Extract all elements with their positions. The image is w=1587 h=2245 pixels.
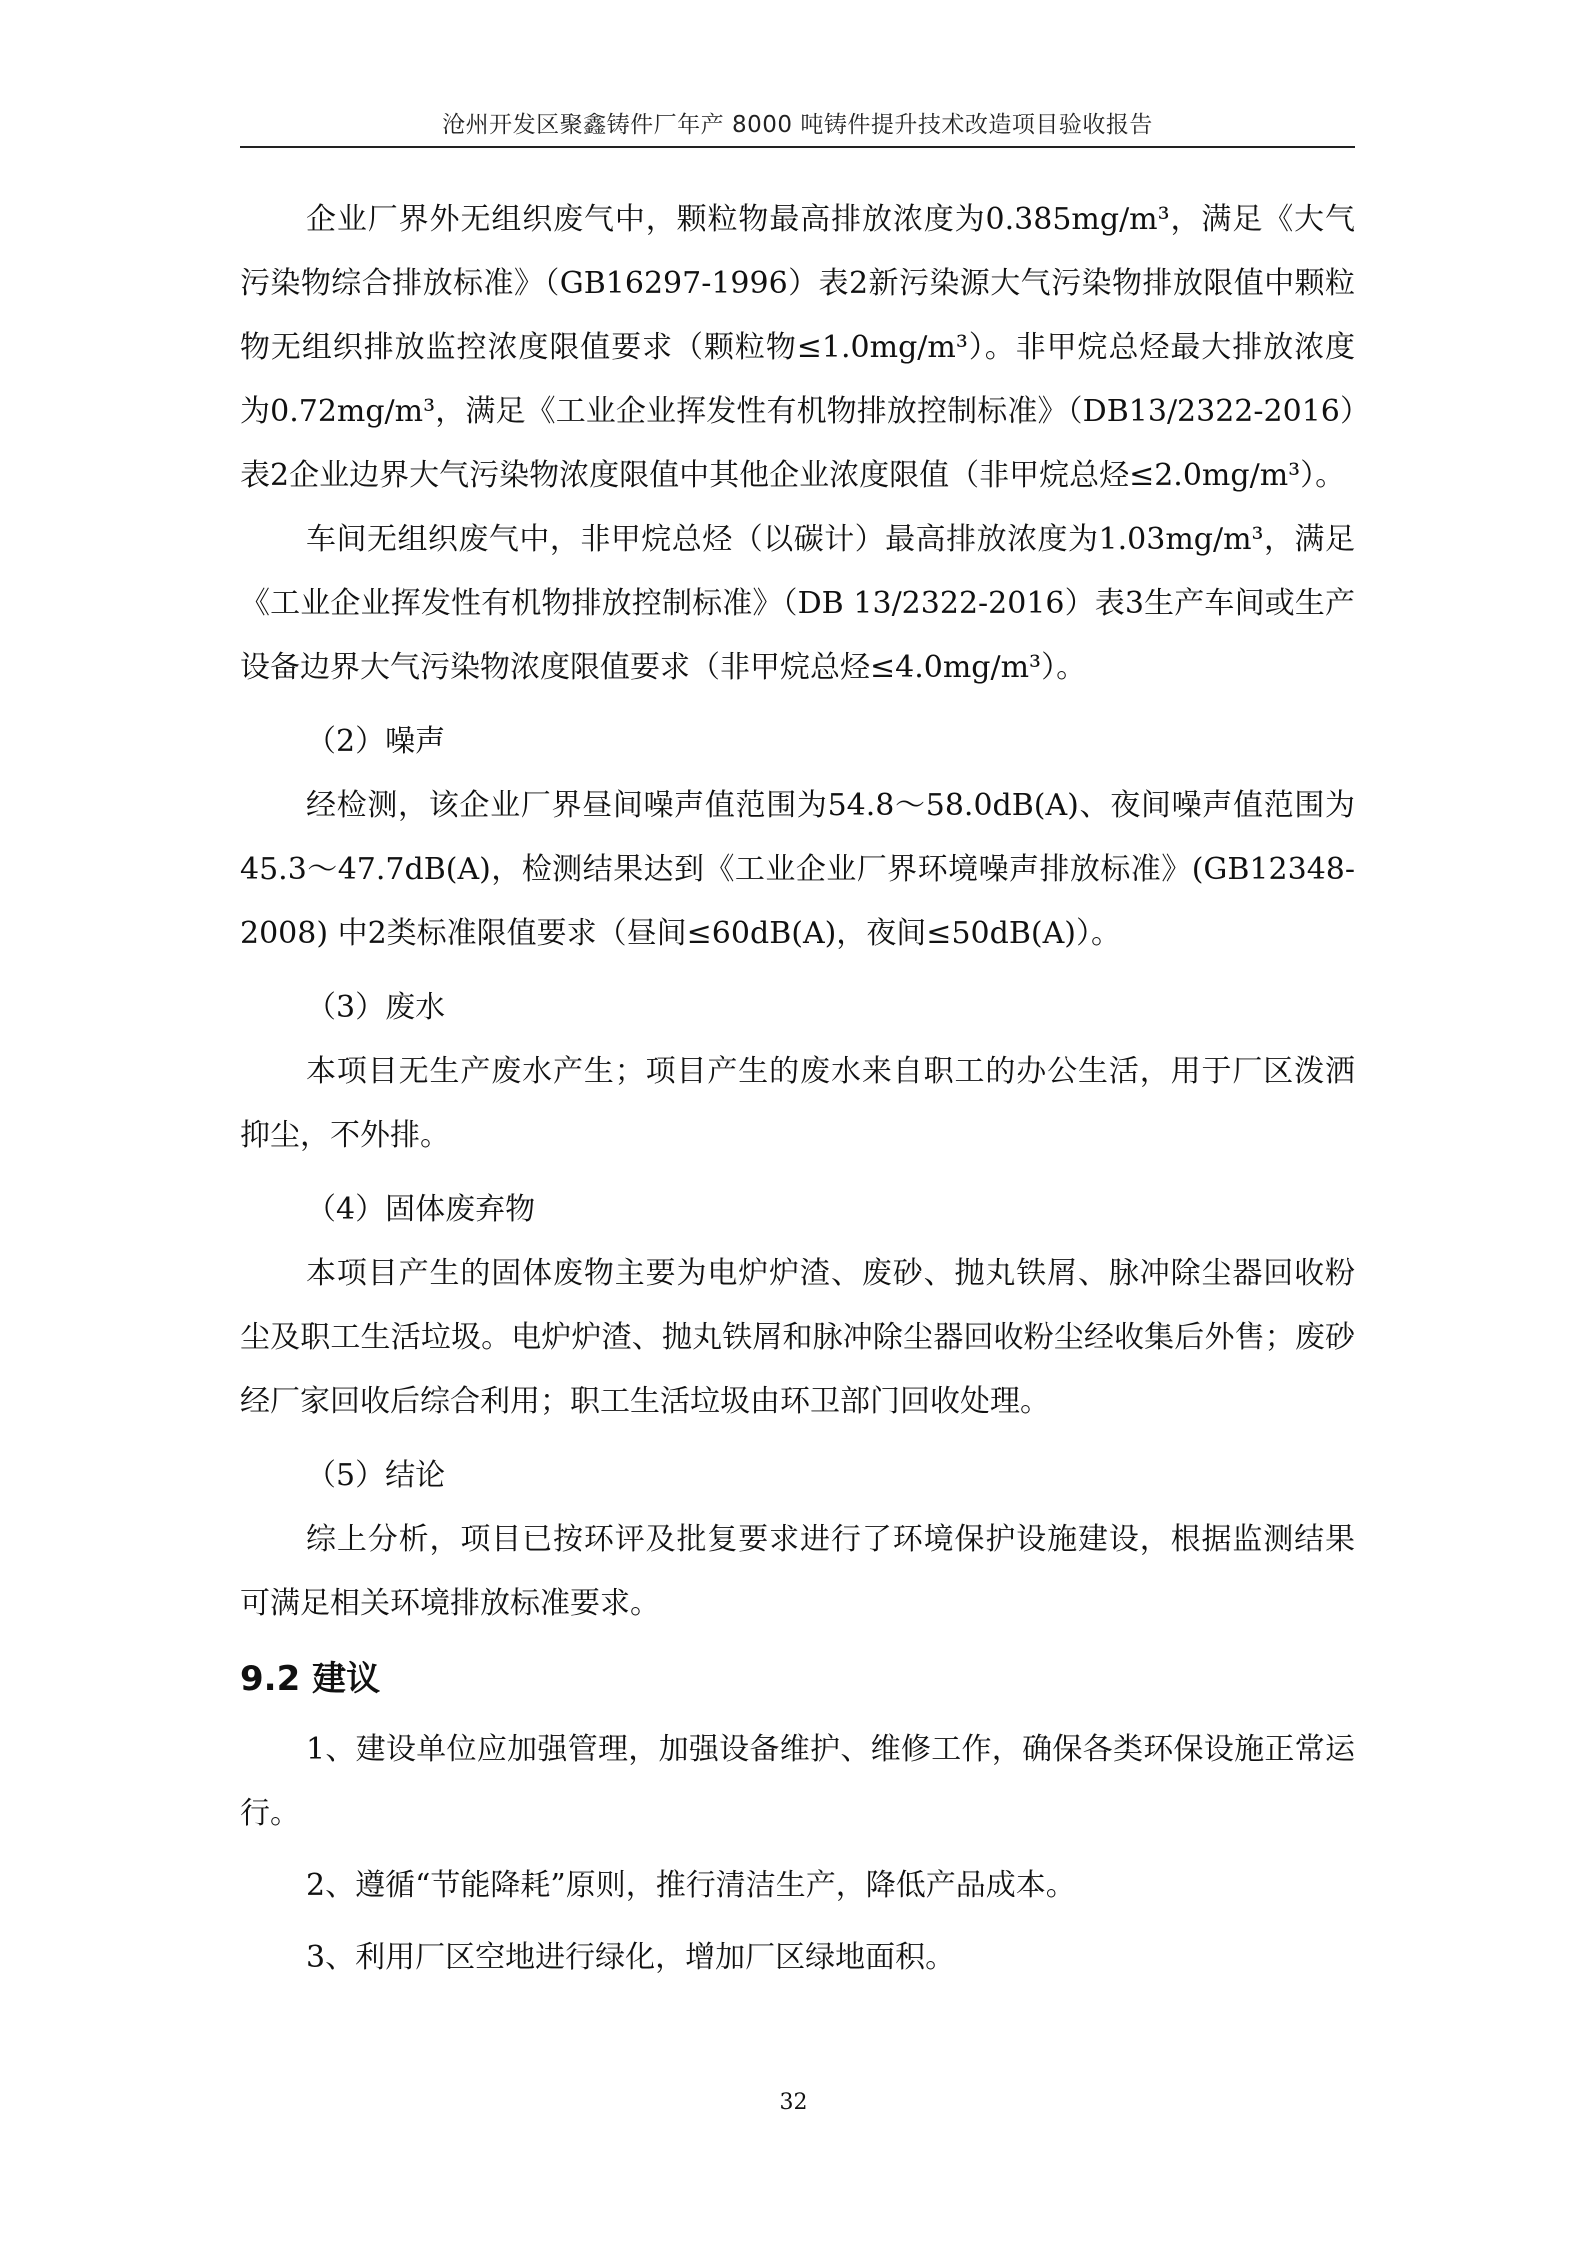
running-header: 沧州开发区聚鑫铸件厂年产 8000 吨铸件提升技术改造项目验收报告 [442,112,1153,138]
page-number: 32 [779,2090,808,2115]
wastewater-heading: （3）废水 [306,990,446,1025]
suggestion-item-1: 1、建设单位应加强管理，加强设备维护、维修工作，确保各类环保设施正常运行。 [240,1732,1355,1831]
header-rule [240,146,1355,148]
suggestion-item-2: 2、遵循“节能降耗”原则，推行清洁生产，降低产品成本。 [306,1868,1076,1903]
solid-waste-paragraph: 本项目产生的固体废物主要为电炉炉渣、废砂、抛丸铁屑、脉冲除尘器回收粉尘及职工生活垃圾。电炉炉渣、抛丸铁屑和脉冲除尘器回收粉尘经收集后外售；废砂经厂家回收后综合利用；职工生活垃圾由环卫部门回收处理。 [240,1256,1355,1419]
air-paragraph-boundary: 企业厂界外无组织废气中，颗粒物最高排放浓度为0.385mg/m³，满足《大气污染物综合排放标准》（GB16297-1996）表2新污染源大气污染物排放限值中颗粒物无组织排放监控浓度限值要求（颗粒物≤1.0mg/m³）。非甲烷总烃最大排放浓度为0.72mg/m³，满足《工业企业挥发性有机物排放控制标准》（DB13/2322-2016）表2企业边界大气污染物浓度限值中其他企业浓度限值（非甲烷总烃≤2.0mg/m³）。 [240,202,1356,493]
conclusion-paragraph: 综上分析，项目已按环评及批复要求进行了环境保护设施建设，根据监测结果可满足相关环境排放标准要求。 [240,1522,1355,1621]
wastewater-paragraph: 本项目无生产废水产生；项目产生的废水来自职工的办公生活，用于厂区泼洒抑尘，不外排。 [240,1054,1355,1153]
solid-waste-heading: （4）固体废弃物 [306,1192,536,1227]
page-content [240,188,1355,1990]
conclusion-heading: （5）结论 [306,1458,446,1493]
suggestion-item-3: 3、利用厂区空地进行绿化，增加厂区绿地面积。 [306,1940,956,1975]
air-paragraph-workshop: 车间无组织废气中，非甲烷总烃（以碳计）最高排放浓度为1.03mg/m³，满足《工业企业挥发性有机物排放控制标准》（DB 13/2322-2016）表3生产车间或生产设备边界大气污染物浓度限值要求（非甲烷总烃≤4.0mg/m³）。 [240,522,1355,685]
noise-heading: （2）噪声 [306,724,446,759]
section-title-suggestions: 9.2 建议 [240,1659,381,1699]
noise-paragraph: 经检测，该企业厂界昼间噪声值范围为54.8～58.0dB(A)、夜间噪声值范围为45.3～47.7dB(A)，检测结果达到《工业企业厂界环境噪声排放标准》(GB12348-2008) 中2类标准限值要求（昼间≤60dB(A)，夜间≤50dB(A)）。 [240,788,1355,951]
